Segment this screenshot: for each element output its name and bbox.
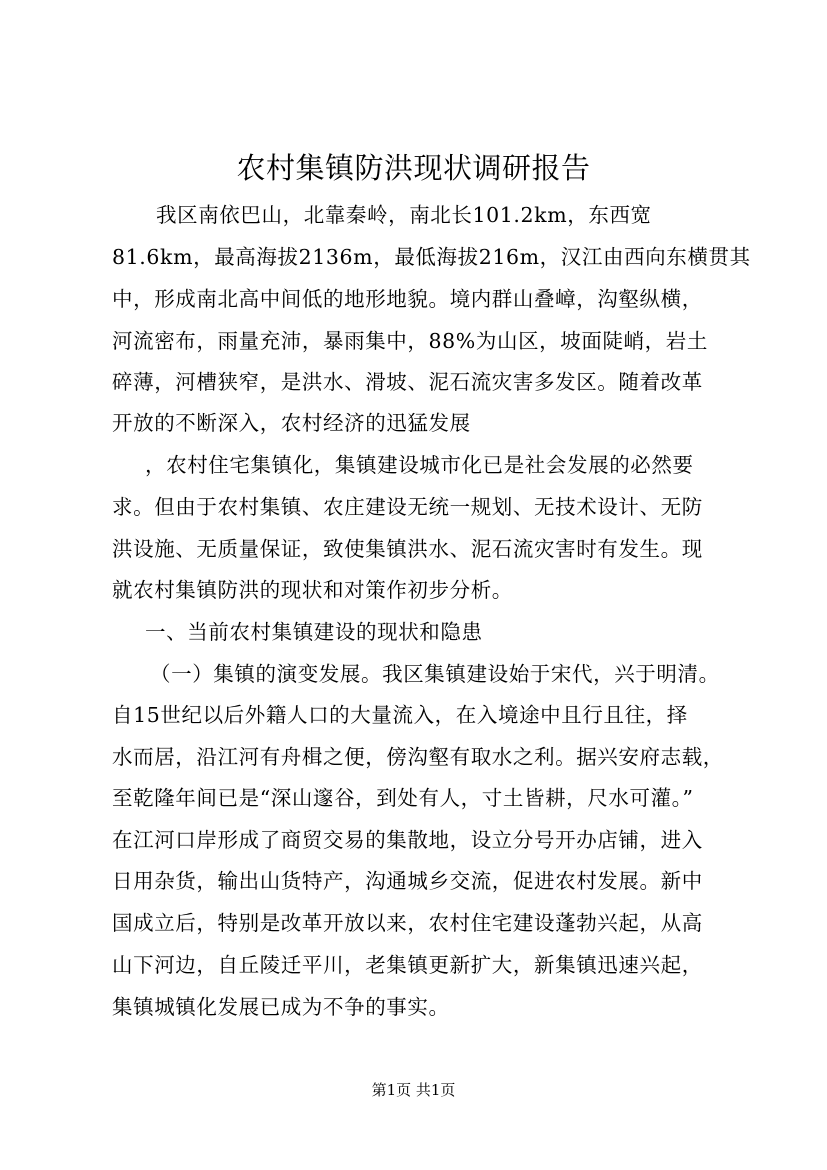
paragraph-1-line-2: 81.6km，最高海拔2136m，最低海拔216m，汉江由西向东横贯其 <box>112 245 751 269</box>
paragraph-3-line-6: 日用杂货，输出山货特产，沟通城乡交流，促进农村发展。新中 <box>112 869 703 893</box>
paragraph-3-line-5: 在江河口岸形成了商贸交易的集散地，设立分号开办店铺，进入 <box>112 828 703 852</box>
paragraph-2-line-4: 就农村集镇防洪的现状和对策作初步分析。 <box>112 578 513 602</box>
paragraph-1-line-1: 我区南依巴山，北靠秦岭，南北长101.2km，东西宽 <box>156 203 652 227</box>
paragraph-2-line-3: 洪设施、无质量保证，致使集镇洪水、泥石流灾害时有发生。现 <box>112 537 703 561</box>
paragraph-3-line-8: 山下河边，自丘陵迁平川，老集镇更新扩大，新集镇迅速兴起， <box>112 953 703 977</box>
paragraph-1-line-5: 碎薄，河槽狭窄，是洪水、滑坡、泥石流灾害多发区。随着改革 <box>112 370 703 394</box>
paragraph-3-line-3: 水而居，沿江河有舟楫之便，傍沟壑有取水之利。据兴安府志载， <box>112 745 724 769</box>
paragraph-3-line-4: 至乾隆年间已是“深山邃谷，到处有人，寸土皆耕，尺水可灌。” <box>112 786 694 810</box>
paragraph-3-line-1: （一）集镇的演变发展。我区集镇建设始于宋代，兴于明清。 <box>150 662 720 686</box>
section-heading-1: 一、当前农村集镇建设的现状和隐患 <box>145 620 483 644</box>
document-title: 农村集镇防洪现状调研报告 <box>236 151 591 185</box>
paragraph-3-line-7: 国成立后，特别是改革开放以来，农村住宅建设蓬勃兴起，从高 <box>112 911 703 935</box>
paragraph-2-line-1: ，农村住宅集镇化，集镇建设城市化已是社会发展的必然要 <box>145 453 694 477</box>
paragraph-3-line-2: 自15世纪以后外籍人口的大量流入，在入境途中且行且往，择 <box>112 703 688 727</box>
paragraph-1-line-4: 河流密布，雨量充沛，暴雨集中，88%为山区，坡面陡峭，岩土 <box>112 329 708 353</box>
paragraph-2-line-2: 求。但由于农村集镇、农庄建设无统一规划、无技术设计、无防 <box>112 495 703 519</box>
paragraph-1-line-6: 开放的不断深入，农村经济的迅猛发展 <box>112 411 471 435</box>
page-number-footer: 第1页 共1页 <box>371 1081 456 1099</box>
paragraph-3-line-9: 集镇城镇化发展已成为不争的事实。 <box>112 995 450 1019</box>
paragraph-1-line-3: 中，形成南北高中间低的地形地貌。境内群山叠嶂，沟壑纵横， <box>112 287 703 311</box>
